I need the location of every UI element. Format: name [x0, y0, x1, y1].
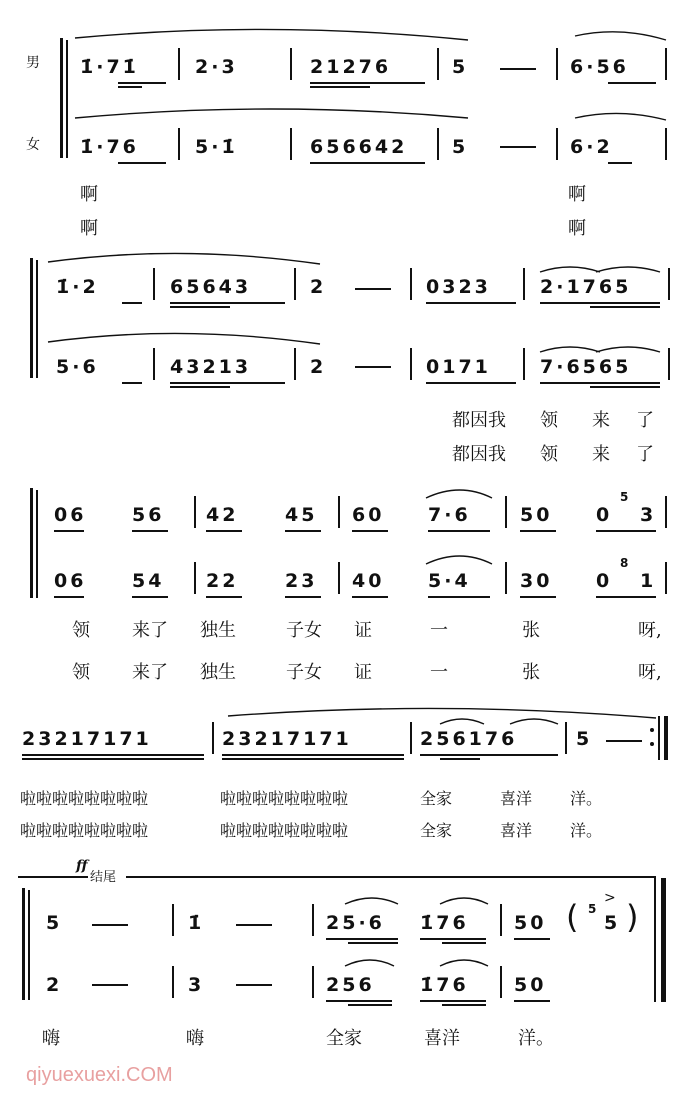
lyric: 全家 — [420, 789, 453, 808]
note-group: 7·6 — [428, 504, 471, 526]
note-group: 256 — [326, 974, 375, 996]
lyric: 洋。 — [518, 1028, 554, 1049]
note-group: 6·2 — [570, 136, 613, 158]
note-group: 25·6 — [326, 912, 385, 934]
lyric: 啊 — [80, 218, 98, 239]
lyric: 呀, — [638, 662, 662, 683]
lyric: 啦啦啦啦啦啦啦啦 — [220, 789, 349, 808]
lyric: 证 — [354, 620, 372, 641]
slur — [48, 253, 320, 264]
lyric: 子女 — [286, 662, 322, 683]
note-group: 0 — [596, 504, 613, 526]
slur — [540, 267, 600, 272]
lyric: 了 — [636, 444, 654, 465]
slur — [228, 708, 656, 718]
note-group: 0323 — [426, 276, 491, 298]
lyric: 呀, — [638, 620, 662, 641]
lyric: 来了 — [132, 620, 168, 641]
note-group: 50 — [514, 974, 547, 996]
note-group: 5 — [452, 56, 469, 78]
note-group: 06 — [54, 570, 87, 592]
note-group: 45 — [285, 504, 318, 526]
note-group: 2 — [46, 974, 63, 996]
note-group: 50 — [514, 912, 547, 934]
lyric: 洋。 — [570, 789, 603, 808]
slur — [48, 333, 320, 344]
slur — [426, 556, 492, 564]
lyric: 一 — [430, 620, 448, 641]
note-group: 43213 — [170, 356, 252, 378]
slur — [510, 719, 558, 724]
slur — [440, 719, 484, 724]
lyric: 啊 — [568, 184, 586, 205]
lyric: 领 — [540, 444, 558, 465]
note-group: 60 — [352, 504, 385, 526]
lyric: 啦啦啦啦啦啦啦啦 — [220, 821, 349, 840]
slur — [345, 960, 394, 966]
lyric: 啊 — [568, 218, 586, 239]
note-group: 2 — [310, 276, 327, 298]
note-group: 1̇76 — [420, 912, 469, 934]
dynamic-marking: ff — [76, 858, 88, 874]
lyric: 来 — [592, 444, 610, 465]
lyric: 全家 — [420, 821, 453, 840]
lyric: 都因我 — [452, 444, 506, 465]
note-group: 2 — [310, 356, 327, 378]
note-group: 54 — [132, 570, 165, 592]
note-group: 22 — [206, 570, 239, 592]
note-group: 3 — [188, 974, 205, 996]
slur — [596, 267, 660, 272]
note-group: 5 — [452, 136, 469, 158]
note-group: 5·6 — [56, 356, 99, 378]
note-group: 65643 — [170, 276, 252, 298]
female-voice-label: 女 — [26, 137, 40, 153]
lyric: 领 — [72, 620, 90, 641]
slur — [596, 347, 660, 352]
grace-note: 8 — [620, 556, 629, 570]
lyric: 了 — [636, 410, 654, 431]
note-group: 1̇·2 — [56, 276, 99, 298]
note-group: 23217171 — [22, 728, 152, 750]
note-group: 56 — [132, 504, 165, 526]
note-group: 30 — [520, 570, 553, 592]
lyric: 张 — [522, 620, 540, 641]
male-voice-label: 男 — [26, 55, 40, 71]
lyric: 喜洋 — [500, 789, 533, 808]
note-group: 0171 — [426, 356, 491, 378]
watermark-text: qiyuexuexi.COM — [26, 1064, 173, 1086]
note-group: 1̇·76 — [80, 136, 139, 158]
lyric: 喜洋 — [424, 1028, 460, 1049]
note-group: 42 — [206, 504, 239, 526]
note-group: 7·6565 — [540, 356, 632, 378]
lyric: 一 — [430, 662, 448, 683]
slur — [345, 898, 398, 904]
lyric: 喜洋 — [500, 821, 533, 840]
accent-mark: > — [604, 890, 616, 906]
note-group: 06 — [54, 504, 87, 526]
lyric: 证 — [354, 662, 372, 683]
note-group: 1̇·71̇ — [80, 56, 139, 78]
note-group: 5 — [604, 912, 621, 934]
lyric: 啊 — [80, 184, 98, 205]
lyric: 独生 — [200, 620, 236, 641]
note-group: 5 — [46, 912, 63, 934]
note-group: 1̇ — [188, 912, 205, 934]
lyric: 来 — [592, 410, 610, 431]
note-group: 3 — [640, 504, 657, 526]
slur — [440, 960, 488, 966]
note-group: 2·1765 — [540, 276, 632, 298]
note-group: 5 — [576, 728, 593, 750]
note-group: 5·1̇ — [195, 136, 238, 158]
slur — [75, 29, 468, 40]
grace-note: 5 — [620, 490, 629, 504]
lyric: 都因我 — [452, 410, 506, 431]
note-group: 1 — [640, 570, 657, 592]
slur — [575, 113, 666, 120]
note-group: 256176 — [420, 728, 518, 750]
lyric: 独生 — [200, 662, 236, 683]
note-group: 1̇76 — [420, 974, 469, 996]
open-paren: ( — [566, 898, 579, 936]
slur — [426, 490, 492, 498]
lyric: 张 — [522, 662, 540, 683]
lyric: 嗨 — [186, 1028, 204, 1049]
lyric: 啦啦啦啦啦啦啦啦 — [20, 821, 149, 840]
lyric: 来了 — [132, 662, 168, 683]
close-paren: ) — [626, 898, 639, 936]
note-group: 40 — [352, 570, 385, 592]
lyric: 嗨 — [42, 1028, 60, 1049]
slur — [575, 32, 666, 40]
lyric: 领 — [540, 410, 558, 431]
lyric: 全家 — [326, 1028, 362, 1049]
note-group: 50 — [520, 504, 553, 526]
note-group: 0 — [596, 570, 613, 592]
note-group: 6·56 — [570, 56, 629, 78]
note-group: 23 — [285, 570, 318, 592]
watermark — [26, 1064, 173, 1087]
lyric: 洋。 — [570, 821, 603, 840]
note-group: 23217171 — [222, 728, 352, 750]
slur — [75, 109, 468, 118]
note-group: 656642 — [310, 136, 408, 158]
note-group: 2·3 — [195, 56, 238, 78]
note-group: 21276 — [310, 56, 392, 78]
lyric: 啦啦啦啦啦啦啦啦 — [20, 789, 149, 808]
note-group: 5·4 — [428, 570, 471, 592]
lyric: 领 — [72, 662, 90, 683]
grace-note: 5 — [588, 902, 597, 916]
slur — [440, 898, 488, 904]
coda-label: 结尾 — [90, 870, 117, 885]
slur — [540, 347, 600, 352]
lyric: 子女 — [286, 620, 322, 641]
